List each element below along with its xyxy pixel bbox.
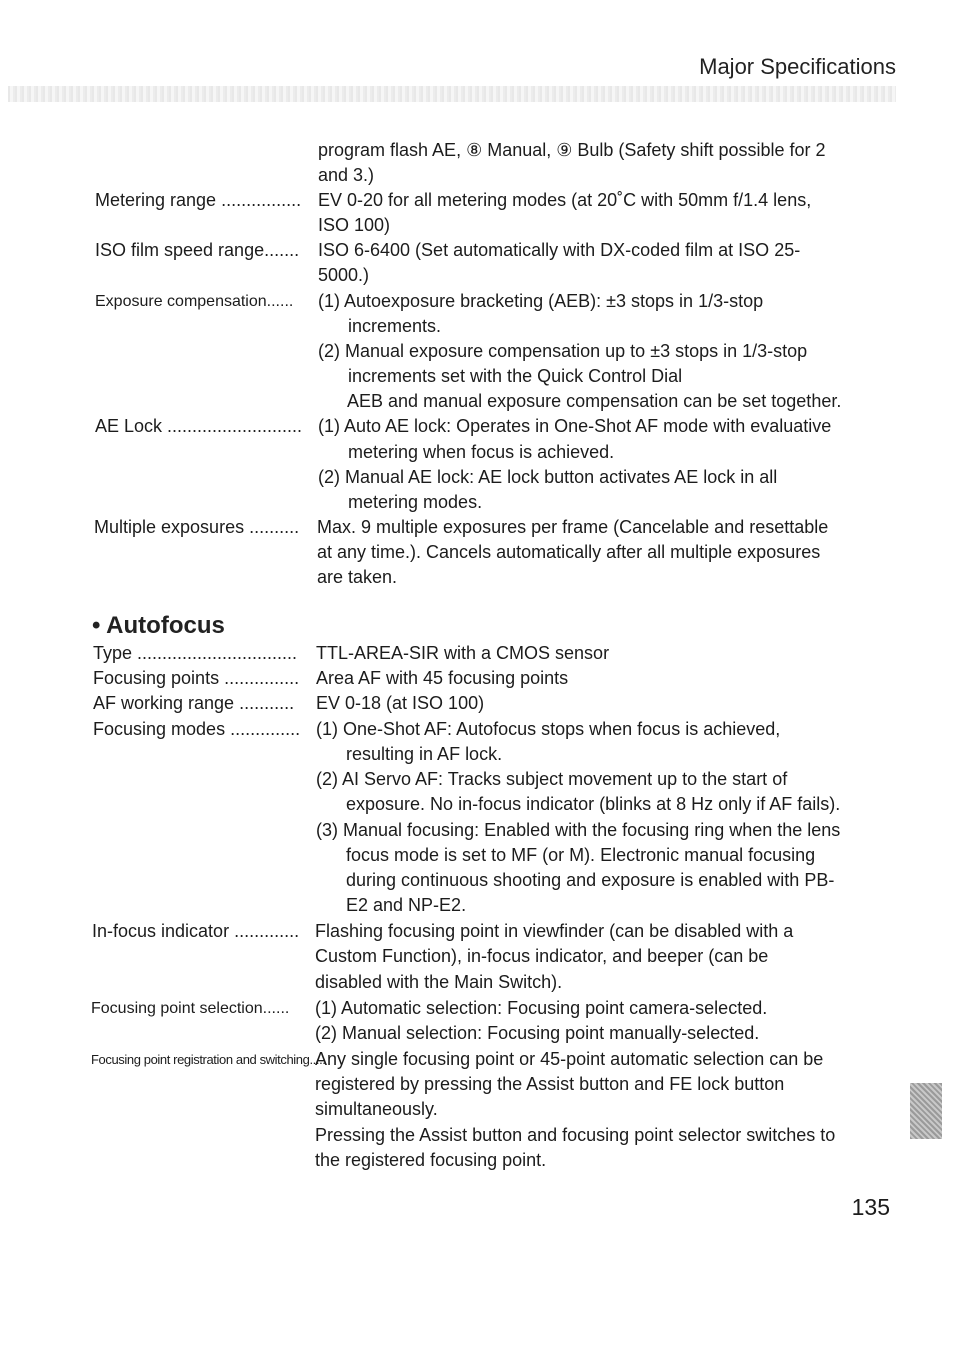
spec-value: (2) Manual selection: Focusing point manually-selected. xyxy=(315,1023,760,1043)
spec-value: EV 0-18 (at ISO 100) xyxy=(316,693,485,713)
spec-value: increments. xyxy=(318,316,442,336)
spec-value: 5000.) xyxy=(318,265,370,285)
spec-value: ISO 100) xyxy=(318,215,391,235)
spec-value: EV 0-20 for all metering modes (at 20˚C with 50mm f/1.4 lens, xyxy=(318,190,812,210)
spec-value: AEB and manual exposure compensation can be set together. xyxy=(318,391,842,411)
section-title-autofocus: • Autofocus xyxy=(92,612,225,639)
spec-value: E2 and NP-E2. xyxy=(316,895,467,915)
spec-value: are taken. xyxy=(317,567,398,587)
spec-value: Flashing focusing point in viewfinder (can be disabled with a xyxy=(315,921,794,941)
spec-value: (1) Automatic selection: Focusing point camera-selected. xyxy=(315,998,768,1018)
spec-value: (1) Auto AE lock: Operates in One-Shot AF mode with evaluative xyxy=(318,416,832,436)
spec-value: Area AF with 45 focusing points xyxy=(316,668,569,688)
spec-value: (1) Autoexposure bracketing (AEB): ±3 stops in 1/3-stop xyxy=(318,291,764,311)
spec-label: Type ................................ xyxy=(93,643,298,663)
spec-value: resulting in AF lock. xyxy=(316,744,503,764)
section-thumb-tab xyxy=(910,1083,942,1139)
spec-value: Any single focusing point or 45-point automatic selection can be xyxy=(315,1049,824,1069)
continuation-line: and 3.) xyxy=(318,165,375,185)
spec-value: (3) Manual focusing: Enabled with the focusing ring when the lens xyxy=(316,820,841,840)
spec-label: In-focus indicator ............. xyxy=(92,921,300,941)
spec-value: (2) AI Servo AF: Tracks subject movement up to the start of xyxy=(316,769,788,789)
spec-label: Focusing modes .............. xyxy=(93,719,301,739)
spec-label: AF working range ........... xyxy=(93,693,295,713)
page-title: Major Specifications xyxy=(699,54,896,79)
page-number: 135 xyxy=(851,1194,890,1220)
spec-value: registered by pressing the Assist button and FE lock button xyxy=(315,1074,785,1094)
spec-value: increments set with the Quick Control Dial xyxy=(318,366,683,386)
spec-value: at any time.). Cancels automatically after all multiple exposures xyxy=(317,542,821,562)
spec-label: AE Lock ........................... xyxy=(95,416,303,436)
spec-value: simultaneously. xyxy=(315,1099,438,1119)
spec-value: exposure. No in-focus indicator (blinks at 8 Hz only if AF fails). xyxy=(316,794,841,814)
header-band xyxy=(8,86,896,102)
spec-value: Max. 9 multiple exposures per frame (Cancelable and resettable xyxy=(317,517,829,537)
spec-value: the registered focusing point. xyxy=(315,1150,547,1170)
spec-value: focus mode is set to MF (or M). Electronic manual focusing xyxy=(316,845,816,865)
spec-value: ISO 6-6400 (Set automatically with DX-coded film at ISO 25- xyxy=(318,240,801,260)
spec-value: metering when focus is achieved. xyxy=(318,442,615,462)
spec-label: Metering range ................ xyxy=(95,190,302,210)
spec-value: Pressing the Assist button and focusing point selector switches to xyxy=(315,1125,836,1145)
spec-value: disabled with the Main Switch). xyxy=(315,972,563,992)
spec-label: Focusing point selection...... xyxy=(91,1000,290,1017)
spec-value: during continuous shooting and exposure is enabled with PB- xyxy=(316,870,835,890)
spec-value: (1) One-Shot AF: Autofocus stops when focus is achieved, xyxy=(316,719,781,739)
spec-value: (2) Manual AE lock: AE lock button activates AE lock in all xyxy=(318,467,778,487)
spec-label: Multiple exposures .......... xyxy=(94,517,300,537)
spec-value: (2) Manual exposure compensation up to ±3 stops in 1/3-stop xyxy=(318,341,808,361)
spec-label: Focusing point registration and switching..... xyxy=(91,1052,326,1067)
continuation-line: program flash AE, ⑧ Manual, ⑨ Bulb (Safety shift possible for 2 xyxy=(318,140,826,160)
spec-label: ISO film speed range....... xyxy=(95,240,300,260)
spec-value: metering modes. xyxy=(318,492,483,512)
spec-label: Exposure compensation...... xyxy=(95,293,294,310)
spec-value: TTL-AREA-SIR with a CMOS sensor xyxy=(316,643,610,663)
spec-value: Custom Function), in-focus indicator, and beeper (can be xyxy=(315,946,769,966)
spec-label: Focusing points ............... xyxy=(93,668,300,688)
